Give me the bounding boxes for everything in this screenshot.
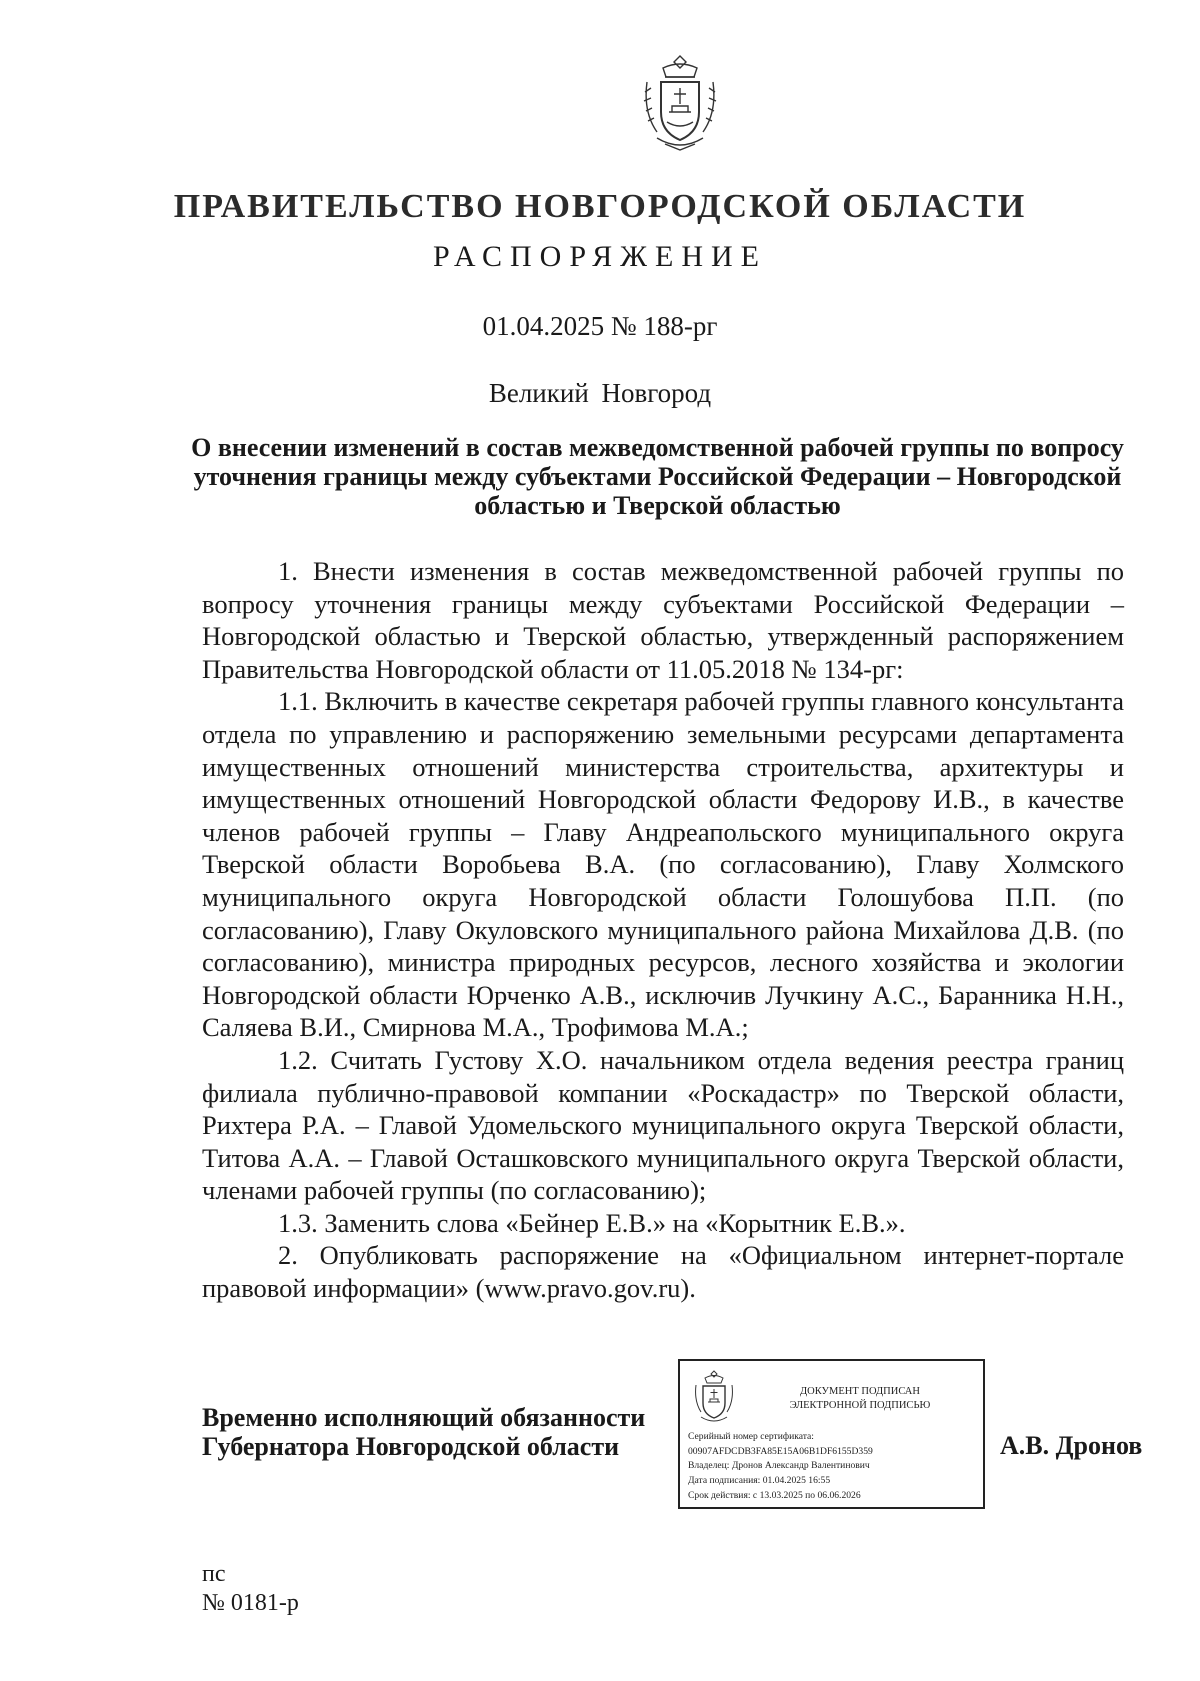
- stamp-owner: Владелец: Дронов Александр Валентинович: [688, 1460, 870, 1472]
- paragraph-1-3: 1.3. Заменить слова «Бейнер Е.В.» на «Корытник Е.В.».: [278, 1207, 906, 1238]
- document-type: РАСПОРЯЖЕНИЕ: [432, 240, 768, 273]
- stamp-validity: Срок действия: с 13.03.2025 по 06.06.2026: [688, 1489, 861, 1501]
- stamp-details: [688, 1430, 873, 1504]
- signatory-position-line1: Временно исполняющий обязанности: [202, 1403, 646, 1432]
- stamp-serial: 00907AFDCDB3FA85E15A06B1DF6155D359: [688, 1445, 873, 1457]
- signatory-name: А.В. Дронов: [1000, 1431, 1143, 1460]
- stamp-title: [744, 1385, 976, 1413]
- paragraph-2: 2. Опубликовать распоряжение на «Официальном интернет-портале правовой информации» (www.pravo.gov.ru).: [202, 1240, 1124, 1304]
- document-heading: О внесении изменений в состав межведомственной рабочей группы по вопросу уточнения границы между субъектами Российской Федерации – Новгородской областью и Тверской областью: [191, 433, 1124, 520]
- electronic-signature-stamp: [678, 1359, 985, 1509]
- signatory-position-line2: Губернатора Новгородской области: [202, 1432, 620, 1461]
- signatory-position: [202, 1403, 645, 1461]
- stamp-coat-of-arms-icon: [692, 1369, 736, 1425]
- stamp-title-line1: ДОКУМЕНТ ПОДПИСАН: [800, 1386, 920, 1397]
- document-number: 01.04.2025 № 188-рг: [482, 311, 718, 341]
- paragraph-1-1: 1.1. Включить в качестве секретаря рабочей группы главного консультанта отдела по управлению и распоряжению земельными ресурсами департамента имущественных отношений министерства строительства, архитектуры и имущественных отношений Новгородской области Федорову И.В., в качестве членов рабочей группы – Главу Андреапольского муниципального округа Тверской области Воробьева В.А. (по согласованию), Главу Холмского муниципального округа Новгородской области Голошубова П.П. (по согласованию), Главу Окуловского муниципального района Михайлова Д.В. (по согласованию), министра природных ресурсов, лесного хозяйства и экологии Новгородской области Юрченко А.В., исключив Лучкину А.С., Баранника Н.Н., Саляева В.И., Смирнова М.А., Трофимова М.А.;: [202, 686, 1124, 1043]
- document-body: [202, 555, 1124, 1305]
- document-city: Великий Новгород: [488, 378, 712, 408]
- stamp-title-line2: ЭЛЕКТРОННОЙ ПОДПИСЬЮ: [789, 1400, 931, 1411]
- paragraph-1-2: 1.2. Считать Густову Х.О. начальником отдела ведения реестра границ филиала публично-правовой компании «Роскадастр» по Тверской области, Рихтера Р.А. – Главой Удомельского муниципального округа Тверской области, Титова А.А. – Главой Осташковского муниципального округа Тверской области, членами рабочей группы (по согласованию);: [202, 1044, 1124, 1206]
- government-title: ПРАВИТЕЛЬСТВО НОВГОРОДСКОЙ ОБЛАСТИ: [173, 188, 1027, 225]
- stamp-signed-date: Дата подписания: 01.04.2025 16:55: [688, 1475, 831, 1487]
- footer-line1: пс: [202, 1561, 226, 1587]
- footer-line2: № 0181-р: [202, 1590, 299, 1616]
- paragraph-1: 1. Внести изменения в состав межведомственной рабочей группы по вопросу уточнения границы между субъектами Российской Федерации – Новгородской областью и Тверской областью, утвержденный распоряжением Правительства Новгородской области от 11.05.2018 № 134-рг:: [202, 556, 1124, 684]
- document-footer: [202, 1560, 299, 1618]
- stamp-serial-label: Серийный номер сертификата:: [688, 1431, 814, 1442]
- coat-of-arms-icon: [639, 52, 721, 152]
